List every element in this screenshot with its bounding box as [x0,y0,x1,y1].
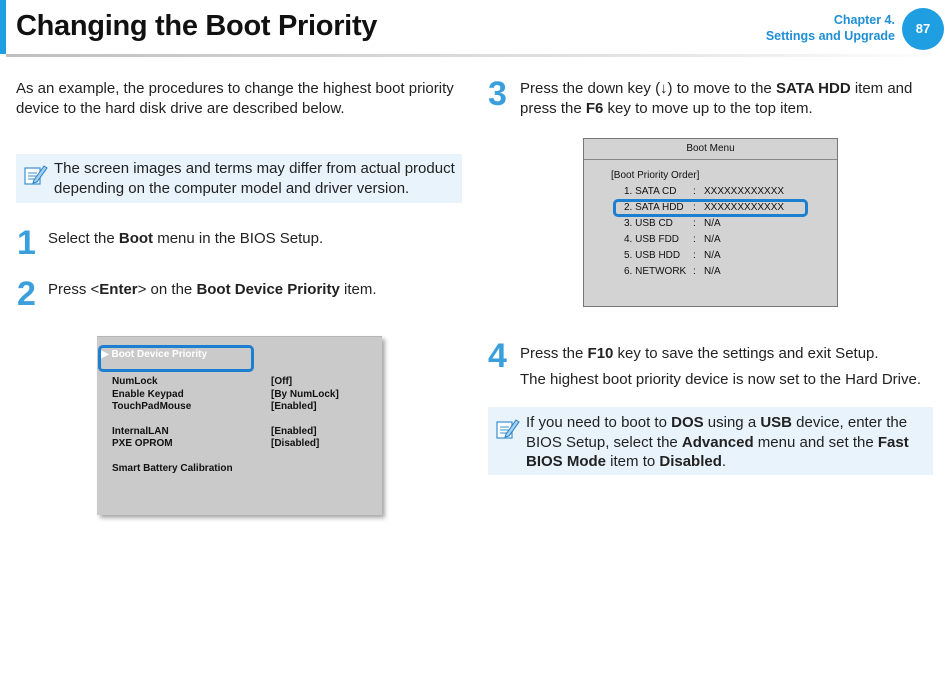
bios-option-label: TouchPadMouse [112,401,192,412]
bios-option-value: [Off] [271,376,293,387]
boot-item-name: 1. SATA CD [624,186,677,197]
boot-item-value: XXXXXXXXXXXX [704,186,785,197]
note-text [54,159,455,198]
step-3-text: Press the down key (↓) to move to the SATA HDD item and press the F6 key to move up to the top item. [520,80,913,117]
bios-option-label: NumLock [112,376,158,387]
bios-boot-screen [97,336,382,515]
chapter-name: Settings and Upgrade [765,29,895,43]
note-box [488,407,933,475]
bios-option-value: [By NumLock] [271,389,339,400]
bios-option-label: Enable Keypad [112,389,184,400]
highlight-box [613,199,808,217]
page-title: Changing the Boot Priority [16,10,378,42]
boot-item-name: 4. USB FDD [624,234,680,245]
highlight-box [98,345,254,372]
step-1-text: Select the Boot menu in the BIOS Setup. [48,230,324,247]
bios-option-label: InternalLAN [112,426,169,437]
boot-item-sep: : [693,202,696,213]
pencil-note-icon [22,162,48,188]
bios-option-value: [Enabled] [271,401,317,412]
boot-item-value: N/A [704,250,721,261]
step-number: 1 [17,224,36,262]
note-line: depending on the computer model and driver version. [54,179,410,197]
step-2-text: Press <Enter> on the Boot Device Priority item. [48,281,377,298]
step-number: 2 [17,275,36,313]
pencil-note-icon [494,416,520,442]
note-line: The screen images and terms may differ from actual product [54,160,455,177]
bios-option-value: [Enabled] [271,426,317,437]
bios-option-label: Smart Battery Calibration [112,463,233,474]
note-text: If you need to boot to DOS using a USB device, enter the BIOS Setup, select the Advanced menu and set the Fast BIOS Mode item to Disabled. [526,414,909,470]
boot-device-priority-label: ▶ Boot Device Priority [101,349,208,360]
boot-item-value: XXXXXXXXXXXX [704,202,785,213]
chapter-label [766,12,895,44]
boot-item-name: 3. USB CD [624,218,673,229]
boot-item-name: 5. USB HDD [624,250,681,261]
boot-item-sep: : [693,250,696,261]
chapter-number: Chapter 4. [833,13,895,27]
boot-item-sep: : [693,234,696,245]
intro-line: As an example, the procedures to change the highest boot priority [16,80,454,97]
intro-line: device to the hard disk drive are described below. [16,100,345,117]
boot-item-value: N/A [704,218,721,229]
note-box [16,154,462,203]
bios-option-label: PXE OPROM [112,438,173,449]
step-number: 4 [488,337,507,375]
boot-item-value: N/A [704,266,721,277]
intro-paragraph [16,79,454,119]
boot-item-name: 6. NETWORK [624,266,687,277]
boot-menu-title: Boot Menu [584,139,837,160]
bios-option-value: [Disabled] [271,438,320,449]
bios-boot-menu-screen [583,138,838,307]
step-4-text: Press the F10 key to save the settings and exit Setup. The highest boot priority device is now set to the Hard Drive. [520,345,922,388]
header-divider [6,54,946,57]
boot-item-name: 2. SATA HDD [624,202,684,213]
boot-item-value: N/A [704,234,721,245]
page-number-badge: 87 [902,8,944,50]
boot-priority-heading: [Boot Priority Order] [611,170,700,181]
header-accent-bar [0,0,6,54]
boot-item-sep: : [693,186,696,197]
boot-item-sep: : [693,266,696,277]
step-number: 3 [488,75,507,113]
boot-item-sep: : [693,218,696,229]
